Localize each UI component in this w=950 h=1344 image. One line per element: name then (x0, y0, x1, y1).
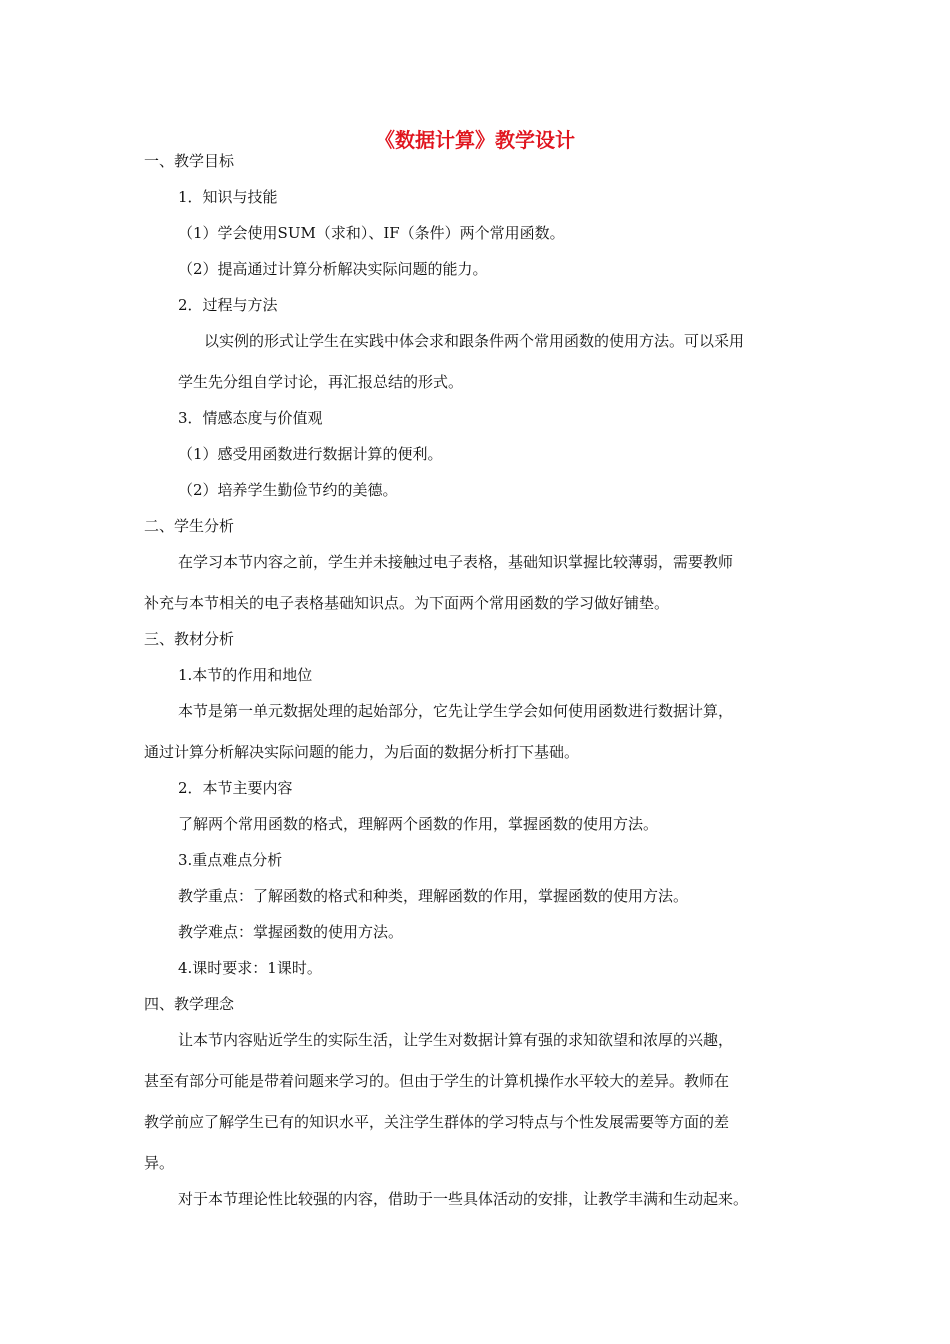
subheading-content: 2．本节主要内容 (178, 779, 293, 797)
paragraph-line: 补充与本节相关的电子表格基础知识点。为下面两个常用函数的学习做好铺垫。 (144, 594, 670, 612)
paragraph-line: 对于本节理论性比较强的内容，借助于一些具体活动的安排，让教学丰满和生动起来。 (178, 1190, 749, 1208)
paragraph-line: 在学习本节内容之前，学生并未接触过电子表格，基础知识掌握比较薄弱，需要教师 (178, 553, 734, 571)
document-title: 《数据计算》教学设计 (375, 128, 575, 152)
paragraph-line: 教学难点：掌握函数的使用方法。 (178, 923, 404, 941)
subheading-process: 2．过程与方法 (178, 296, 278, 314)
paragraph-line: 异。 (144, 1154, 175, 1172)
paragraph-line: 教学前应了解学生已有的知识水平，关注学生群体的学习特点与个性发展需要等方面的差 (144, 1113, 730, 1131)
paragraph-line: 4.课时要求：1课时。 (178, 959, 322, 977)
paragraph-line: 教学重点：了解函数的格式和种类，理解函数的作用，掌握函数的使用方法。 (178, 887, 689, 905)
section-heading-philosophy: 四、教学理念 (144, 995, 235, 1013)
paragraph-line: 本节是第一单元数据处理的起始部分，它先让学生学会如何使用函数进行数据计算， (178, 702, 734, 720)
section-heading-students: 二、学生分析 (144, 517, 235, 535)
paragraph-line: （1）学会使用SUM（求和）、IF（条件）两个常用函数。 (178, 224, 565, 242)
subheading-knowledge: 1．知识与技能 (178, 188, 278, 206)
subheading-attitude: 3．情感态度与价值观 (178, 409, 323, 427)
paragraph-line: 甚至有部分可能是带着问题来学习的。但由于学生的计算机操作水平较大的差异。教师在 (144, 1072, 730, 1090)
paragraph-line: 学生先分组自学讨论，再汇报总结的形式。 (178, 373, 464, 391)
paragraph-line: 了解两个常用函数的格式，理解两个函数的作用，掌握函数的使用方法。 (178, 815, 659, 833)
paragraph-line: 通过计算分析解决实际问题的能力，为后面的数据分析打下基础。 (144, 743, 580, 761)
paragraph-line: （1）感受用函数进行数据计算的便利。 (178, 445, 443, 463)
paragraph-line: （2）培养学生勤俭节约的美德。 (178, 481, 398, 499)
subheading-keypoints: 3.重点难点分析 (178, 851, 283, 869)
section-heading-goals: 一、教学目标 (144, 152, 235, 170)
subheading-role: 1.本节的作用和地位 (178, 666, 313, 684)
paragraph-line: 让本节内容贴近学生的实际生活，让学生对数据计算有强的求知欲望和浓厚的兴趣， (178, 1031, 734, 1049)
section-heading-materials: 三、教材分析 (144, 630, 235, 648)
paragraph-line: （2）提高通过计算分析解决实际问题的能力。 (178, 260, 488, 278)
paragraph-line: 以实例的形式让学生在实践中体会求和跟条件两个常用函数的使用方法。可以采用 (204, 332, 745, 350)
